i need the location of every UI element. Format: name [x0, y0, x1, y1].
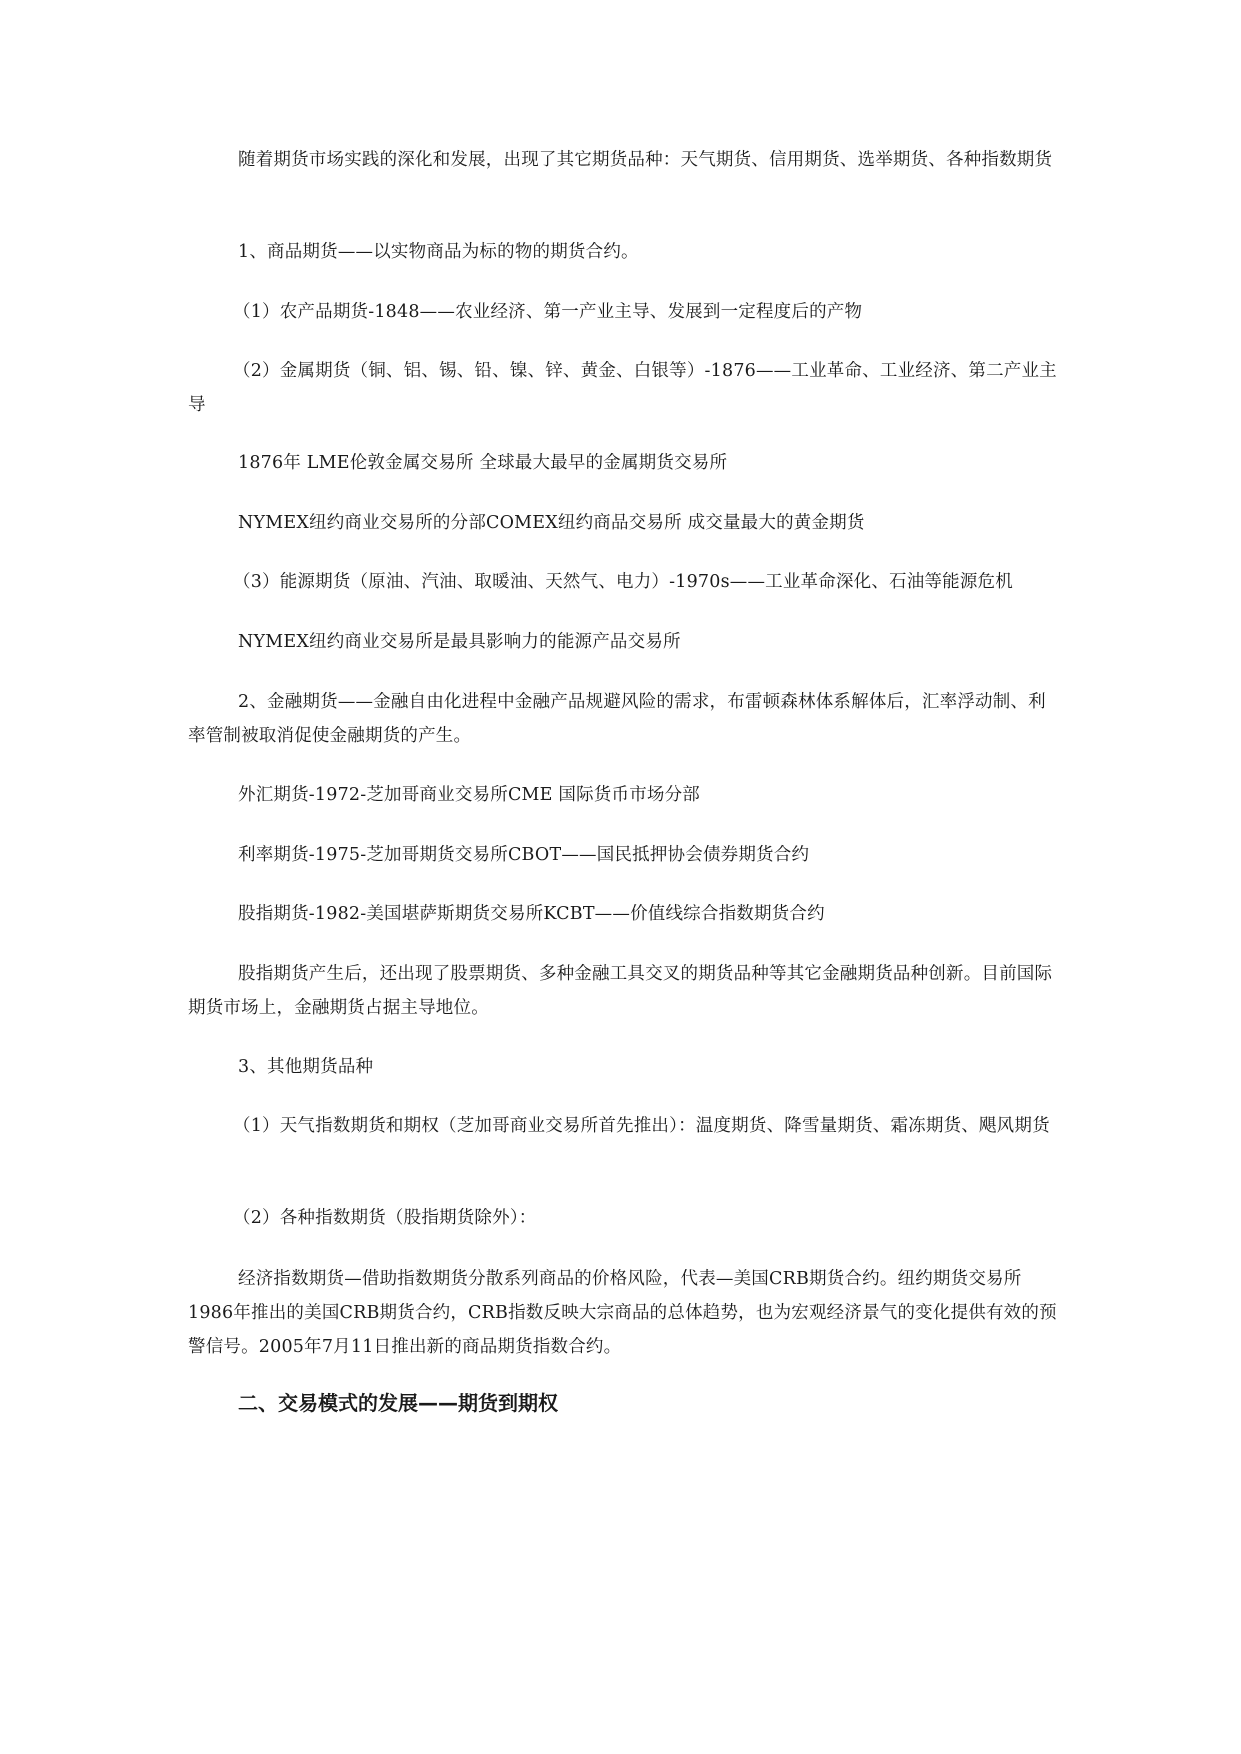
- paragraph-fx-futures: 外汇期货-1972-芝加哥商业交易所CME 国际货币市场分部: [238, 785, 701, 805]
- paragraph-index-futures: 股指期货-1982-美国堪萨斯期货交易所KCBT——价值线综合指数期货合约: [238, 904, 825, 924]
- paragraph-weather-futures: （1）天气指数期货和期权（芝加哥商业交易所首先推出）：温度期货、降雪量期货、霜冻期货、飓风期货: [233, 1116, 1050, 1136]
- paragraph-nymex: NYMEX纽约商业交易所是最具影响力的能源产品交易所: [238, 632, 681, 652]
- paragraph-crb: 经济指数期货—借助指数期货分散系列商品的价格风险，代表—美国CRB期货合约。纽约期货交易所1986年推出的美国CRB期货合约，CRB指数反映大宗商品的总体趋势，也为宏观经济景气的变化提供有效的预警信号。2005年7月11日推出新的商品期货指数合约。: [188, 1269, 1057, 1357]
- paragraph-innovation: 股指期货产生后，还出现了股票期货、多种金融工具交叉的期货品种等其它金融期货品种创新。目前国际期货市场上，金融期货占据主导地位。: [188, 964, 1053, 1018]
- paragraph-financial-futures: 2、金融期货——金融自由化进程中金融产品规避风险的需求，布雷顿森林体系解体后，汇率浮动制、利率管制被取消促使金融期货的产生。: [188, 692, 1046, 746]
- paragraph-various-index-futures: （2）各种指数期货（股指期货除外）：: [233, 1208, 537, 1228]
- paragraph-comex: NYMEX纽约商业交易所的分部COMEX纽约商品交易所 成交量最大的黄金期货: [238, 513, 865, 533]
- paragraph-commodity-futures: 1、商品期货——以实物商品为标的物的期货合约。: [238, 242, 639, 262]
- paragraph-agricultural-futures: （1）农产品期货-1848——农业经济、第一产业主导、发展到一定程度后的产物: [233, 302, 863, 322]
- paragraph-lme: 1876年 LME伦敦金属交易所 全球最大最早的金属期货交易所: [238, 453, 728, 473]
- paragraph-rate-futures: 利率期货-1975-芝加哥期货交易所CBOT——国民抵押协会债券期货合约: [238, 845, 810, 865]
- paragraph-metal-futures: （2）金属期货（铜、铝、锡、铅、镍、锌、黄金、白银等）-1876——工业革命、工业经济、第二产业主导: [188, 361, 1057, 415]
- paragraph-intro: 随着期货市场实践的深化和发展，出现了其它期货品种：天气期货、信用期货、选举期货、各种指数期货: [238, 150, 1053, 170]
- paragraph-other-futures: 3、其他期货品种: [238, 1057, 374, 1077]
- paragraph-energy-futures: （3）能源期货（原油、汽油、取暖油、天然气、电力）-1970s——工业革命深化、石油等能源危机: [233, 572, 1013, 592]
- section-heading: 二、交易模式的发展——期货到期权: [238, 1391, 558, 1415]
